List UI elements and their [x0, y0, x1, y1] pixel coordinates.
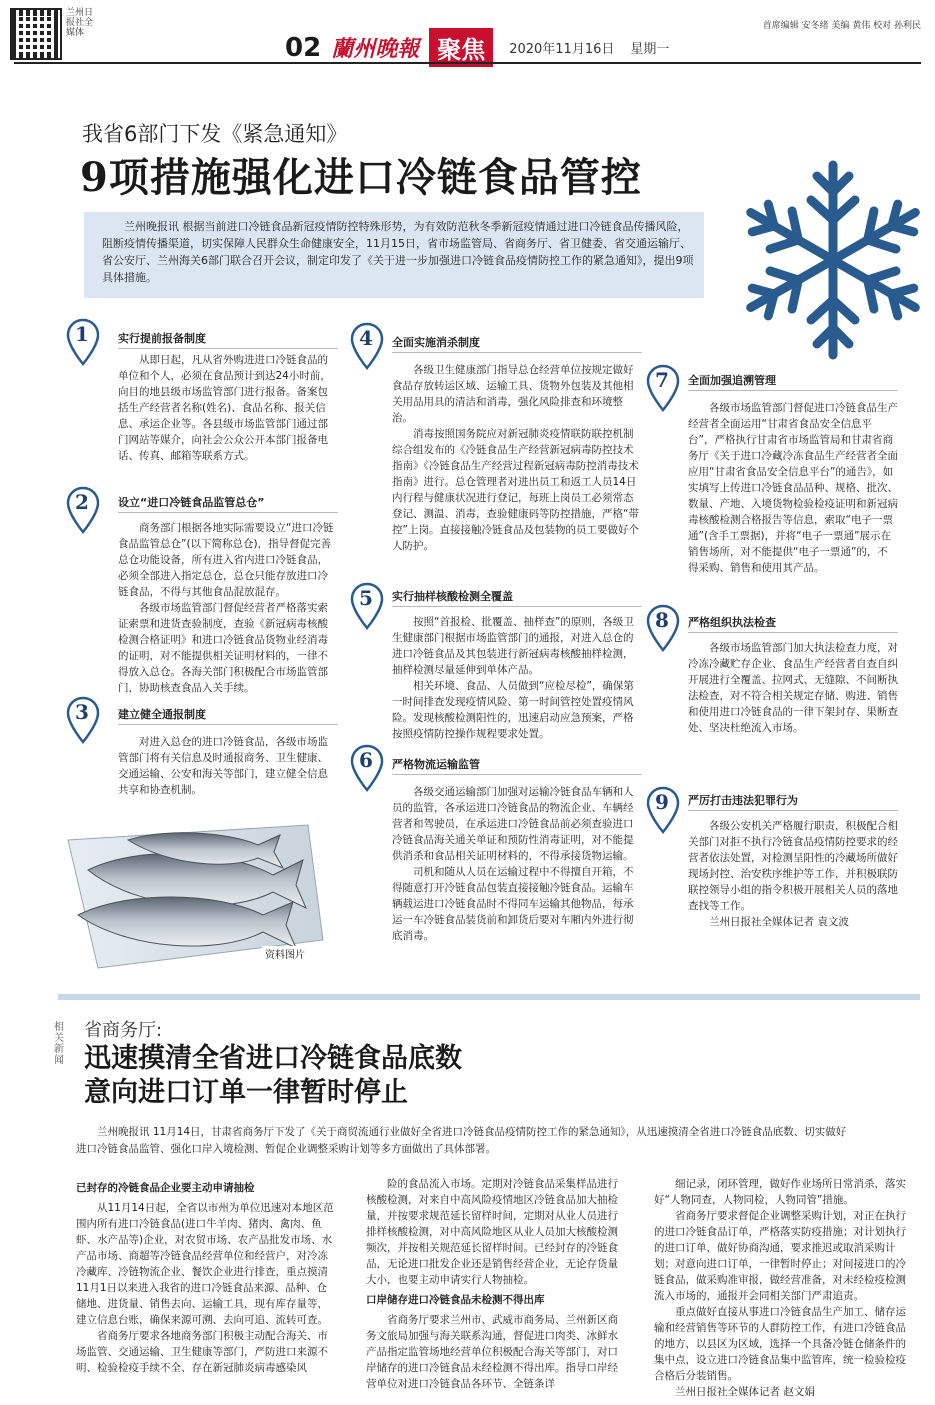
- item-title: 实行提前报备制度: [118, 330, 338, 349]
- number-pin-icon: [350, 582, 390, 630]
- item-paragraph: 各级市场监管部门督促经营者严格落实索证索票和进货查验制度，查验《新冠病毒核酸检测合格证明》和进口冷链食品货物业经消毒的证明，对不能提供相关证明材料的，一律不得放入总仓。各海关部门积极配合市场监管部门，协助核查食品入关手续。: [118, 602, 328, 694]
- number-pin-icon: [66, 486, 106, 534]
- number-pin-icon: [350, 744, 390, 792]
- item-number: 8: [655, 608, 669, 632]
- item-number: 3: [75, 700, 89, 724]
- column-paragraph: 省商务厅要求兰州市、武威市商务局、兰州新区商务文旅局加强与海关联系沟通，督促进口肉类、冰鲜水产品指定监管场地经营单位积极配合海关等部门，对口岸储存的进口冷链食品未经检测不得出库。指导口岸经营单位对进口冷链食品各环节、全链条详: [366, 1314, 618, 1390]
- number-pin-icon: [66, 318, 106, 366]
- issue-weekday: 星期一: [630, 42, 670, 57]
- item-title: 严格组织执法检查: [688, 614, 898, 633]
- item-paragraph: 从即日起，凡从省外购进进口冷链食品的单位和个人，必须在食品预计到达24小时前，向目的地县级市场监管部门进行报备。备案包括生产经营者名称(姓名)、食品名称、报关信息、承运企业等。各县级市场监管部门通过部门网站等媒介，向社会公众公开本部门报备电话、传真、邮箱等联系方式。: [118, 354, 331, 462]
- item-body: [688, 400, 898, 576]
- item-body: [118, 352, 338, 464]
- item-number: 6: [359, 748, 373, 772]
- column-paragraph: 细记录，闭环管理，做好作业场所日常消杀，落实好“人物同查，人物同检，人物同管”措施。: [654, 1178, 906, 1206]
- item-paragraph: 各级市场监管部门加大执法检查力度，对冷冻冷藏贮存企业、食品生产经营者自查自纠开展进行全覆盖、拉网式、无缝隙、不间断执法检查，对不符合相关规定存储、购进、销售和使用进口冷链食品的一律下架封存、果断查处、坚决杜绝流入市场。: [688, 642, 898, 734]
- item-paragraph: 相关环境、食品、人员做到“应检尽检”，确保第一时间排查发现疫情风险、第一时间管控处置疫情风险。发现核酸检测阳性的，迅速启动应急预案，严格按照疫情防控操作规程要求处置。: [392, 680, 634, 740]
- item-number: 9: [655, 790, 669, 814]
- item-title: 全面加强追溯管理: [688, 372, 898, 391]
- item-title: 严厉打击违法犯罪行为: [688, 792, 898, 811]
- item-body: [392, 362, 642, 554]
- item-body: [118, 734, 338, 798]
- column-paragraph: 省商务厅要求各地商务部门积极主动配合海关、市场监管、交通运输、卫生健康等部门，严防进口来源不明、检验检疫手续不全、存在新冠肺炎病毒感染风: [76, 1330, 328, 1374]
- editor-credits: 首席编辑 安冬绪 美编 黄伟 校对 孙利民: [762, 21, 921, 31]
- related-kicker: 省商务厅:: [84, 1020, 163, 1041]
- column-paragraph: 从11月14日起，全省以市州为单位迅速对本地区范围内所有进口冷链食品(进口牛羊肉、猪肉、禽肉、鱼虾、水产品等)企业，对农贸市场、农产品批发市场、水产品市场、商超等冷链食品经营单位和经营户，对冷冻冷藏库、冷链物流企业、餐饮企业进行排查，重点摸清11月1日以来进入我省的进口冷链食品来源、品种、仓储地、进货量、销售去向、运输工具，现有库存量等，建立信息台账，确保来源可溯、去向可追、流转可查。: [76, 1202, 334, 1326]
- lead-intro: 兰州晚报讯 根据当前进口冷链食品新冠疫情防控特殊形势，为有效防范秋冬季新冠疫情通过进口冷链食品传播风险，阻断疫情传播渠道，切实保障人民群众生命健康安全，11月15日，省市场监管局、省商务厅、省卫健委、省交通运输厅、省公安厅、兰州海关6部门联合召开会议，制定印发了《关于进一步加强进口冷链食品疫情防控工作的紧急通知》，提出9项具体措施。: [84, 212, 704, 298]
- column-subhead: 口岸储存进口冷链食品未检测不得出库: [366, 1294, 545, 1306]
- item-paragraph: 各级卫生健康部门指导总仓经营单位按规定做好食品存放转运区域、运输工具、货物外包装及其他相关用品用具的清洁和消毒，强化风险排查和环境整治。: [392, 364, 634, 424]
- image-caption: 资料图片: [262, 946, 308, 961]
- item-paragraph: 各级公安机关严格履行职责，积极配合相关部门对拒不执行冷链食品疫情防控要求的经营者依法处置，对检测呈阳性的冷藏场所做好现场封控、治安秩序维护等工作，并积极联防联控领导小组的指令积极开展相关人员的落地查找等工作。: [688, 820, 898, 912]
- item-title: 全面实施消杀制度: [392, 334, 642, 353]
- item-paragraph: 各级市场监管部门督促进口冷链食品生产经营者全面运用“甘肃省食品安全信息平台”，严格执行甘肃省市场监管局和甘肃省商务厅《关于进口冷藏冷冻食品生产经营者全面应用“甘肃省食品安全信息平台”的通告》，如实填写上传进口冷链食品品种、规格、批次、数量、产地、入境货物检验检疫证明和新冠病毒核酸检测合格报告等信息，索取“电子一票通”(含手工票据)，并将“电子一票通”展示在销售场所，对不能提供“电子一票通”的，不得采购、销售和使用其产品。: [688, 402, 898, 574]
- column-subhead: 已封存的冷链食品企业要主动申请抽检: [76, 1182, 255, 1194]
- related-news-label: 相关新闻: [54, 1022, 64, 1066]
- column-paragraph: 险的食品流入市场。定期对冷链食品采集样品进行核酸检测，对来自中高风险疫情地区冷链食品加大抽检量，并按要求规范延长留样时间，定期对从业人员进行排样核酸检测，对中高风险地区从业人员加大核酸检测频次，并按相关规范延长留样时间。已经封存的冷链食品，无论进口批发企业还是销售经营企业，无论存货量大小，也要主动申请实行人物抽检。: [366, 1178, 618, 1286]
- related-column-3: [654, 1176, 914, 1400]
- item-title: 建立健全通报制度: [118, 706, 338, 725]
- section-divider: [58, 994, 920, 1000]
- qr-caption: 兰州日报社全媒体: [66, 8, 94, 38]
- item-paragraph: 对进入总仓的进口冷链食品，各级市场监管部门将有关信息及时通报商务、卫生健康、交通运输、公安和海关等部门，建立健全信息共享和协查机制。: [118, 736, 328, 796]
- issue-date: 2020年11月16日: [509, 42, 615, 57]
- number-pin-icon: [66, 696, 106, 744]
- item-number: 7: [655, 368, 669, 392]
- brand-logo: 蘭州晚報: [331, 36, 420, 62]
- item-body: [118, 520, 338, 696]
- item-number: 1: [75, 322, 89, 346]
- item-title: 严格物流运输监管: [392, 756, 642, 775]
- number-pin-icon: [646, 786, 686, 834]
- related-headline: [84, 1042, 462, 1110]
- column-paragraph: 重点做好直接从事进口冷链食品生产加工、储存运输和经营销售等环节的人群防控工作，有进口冷链食品的地方，以县区为区域，选择一个具备冷链仓储条件的集中点，设立进口冷链食品集中监管库，统一检验检疫合格后分装销售。: [654, 1306, 906, 1382]
- section-label: 聚焦: [429, 28, 493, 67]
- item-body: [688, 818, 898, 930]
- related-intro: 兰州晚报讯 11月14日，甘肃省商务厅下发了《关于商贸流通行业做好全省进口冷链食品疫情防控工作的紧急通知》，从迅速摸清全省进口冷链食品底数、切实做好进口冷链食品监管、强化口岸入境检测、暂促企业调整采购计划等多方面做出了具体部署。: [76, 1126, 847, 1155]
- item-body: [688, 640, 898, 736]
- column-paragraph: 省商务厅要求督促企业调整采购计划，对正在执行的进口冷链食品订单，严格落实防疫措施；对计划执行的进口订单，做好协商沟通，要求推迟或取消采购计划；对意向进口订单，一律暂时停止；对间接进口的冷链食品，做采购准审报，做经营准备，对未经检疫检测流入市场的，通报并会同相关部门严肃追责。: [654, 1210, 906, 1302]
- item-paragraph: 按照“首报检、批覆盖、抽样查”的原则，各级卫生健康部门根据市场监管部门的通报，对进入总仓的进口冷链食品及其包装进行新冠病毒核酸抽样检测，抽样检测尽量延伸到单体产品。: [392, 616, 634, 676]
- qr-code: [10, 8, 62, 60]
- snowflake-icon: [738, 150, 928, 380]
- item-body: [392, 614, 642, 742]
- header-rule: [14, 62, 921, 64]
- item-paragraph: 各级交通运输部门加强对运输冷链食品车辆和人员的监管，各承运进口冷链食品的物流企业、车辆经营者和驾驶员，在承运进口冷链食品前必须查验进口冷链食品海关通关单证和预防性消毒证明，对不能提供消杀和食品相关证明材料的，不得承接货物运输。: [392, 786, 634, 862]
- lead-headline: 9项措施强化进口冷链食品管控: [80, 154, 642, 201]
- number-pin-icon: [646, 604, 686, 652]
- column-paragraph: 兰州日报社全媒体记者 赵文娟: [675, 1386, 815, 1398]
- number-pin-icon: [350, 322, 390, 370]
- item-paragraph: 司机和随从人员在运输过程中不得擅自开箱，不得随意打开冷链食品包装直接接触冷链食品。运输车辆载运进口冷链食品时不得同车运输其他物品，每承运一车冷链食品装货前和卸货后要对车厢内外进行彻底消毒。: [392, 866, 634, 942]
- item-number: 5: [359, 586, 373, 610]
- item-body: [392, 784, 642, 944]
- lead-kicker: 我省6部门下发《紧急通知》: [82, 122, 348, 146]
- related-headline-line-2: 意向进口订单一律暂时停止: [84, 1077, 408, 1108]
- related-column-1: [76, 1176, 336, 1376]
- item-paragraph: 商务部门根据各地实际需要设立“进口冷链食品监管总仓”(以下简称总仓)，指导督促完善总仓功能设备，所有进入省内进口冷链食品，必须全部进入指定总仓，总仓只能存放进口冷链食品，不得与其他食品混放混存。: [118, 522, 334, 598]
- item-title: 设立“进口冷链食品监管总仓”: [118, 494, 338, 513]
- item-number: 4: [359, 326, 373, 350]
- related-headline-line-1: 迅速摸清全省进口冷链食品底数: [84, 1043, 462, 1074]
- item-number: 2: [75, 490, 89, 514]
- item-paragraph: 消毒按照国务院应对新冠肺炎疫情联防联控机制综合组发布的《冷链食品生产经营新冠病毒防控技术指南》《冷链食品生产经营过程新冠病毒防控消毒技术指南》进行。总仓管理者对进出员工和返工人员14日内行程与健康状况进行登记，每班上岗员工必须常态登记、测温、消毒，查验健康码等防控措施，严格“带控”上岗。直接接触冷链食品及包装物的员工要做好个人防护。: [392, 428, 639, 552]
- item-paragraph: 兰州日报社全媒体记者 袁文波: [709, 916, 849, 928]
- page-number: 02: [285, 32, 322, 63]
- related-column-2: [366, 1176, 626, 1392]
- number-pin-icon: [646, 364, 686, 412]
- item-title: 实行抽样核酸检测全覆盖: [392, 588, 642, 607]
